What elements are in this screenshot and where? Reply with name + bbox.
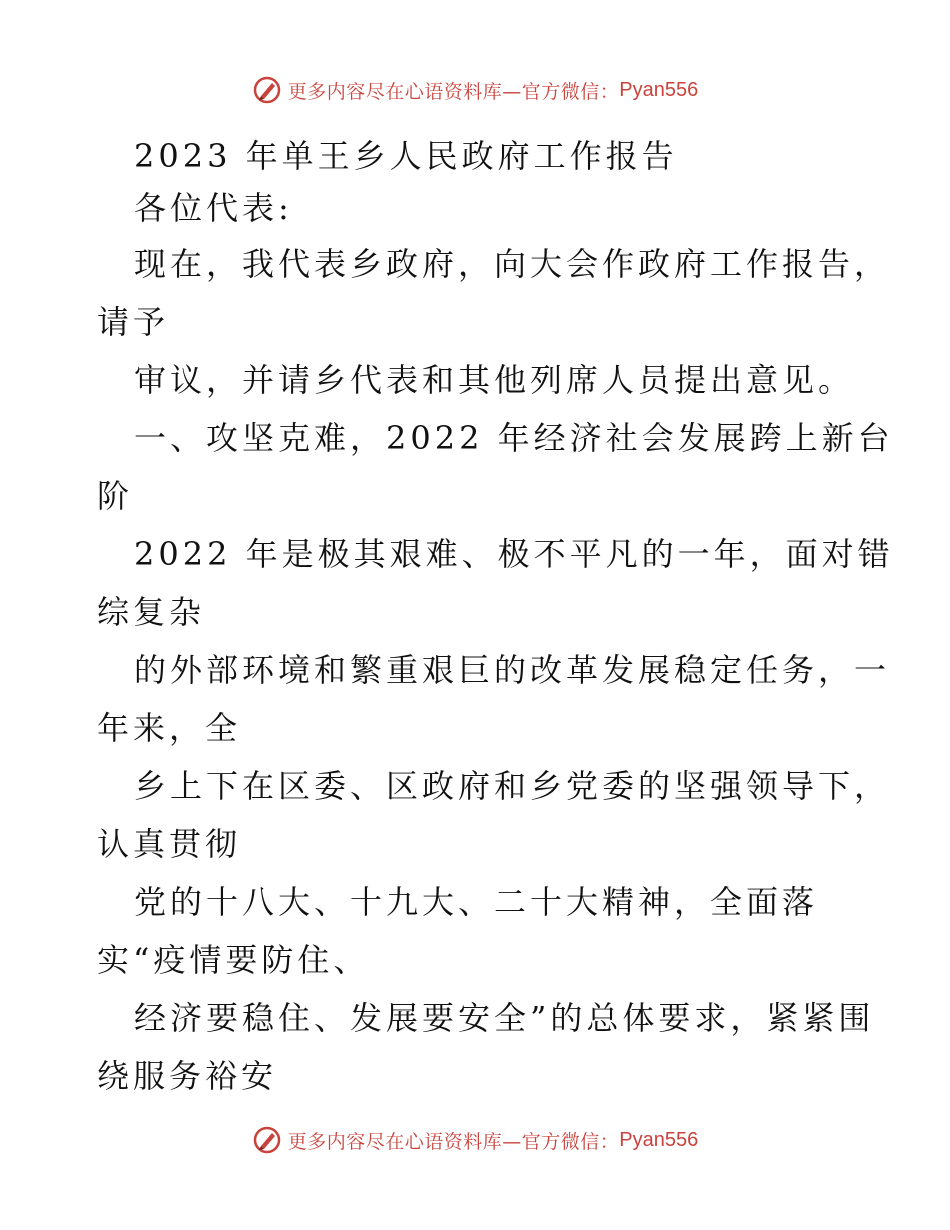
text-line: 年来，全 (97, 709, 242, 747)
section-heading: 一、攻坚克难，2022 年经济社会发展跨上新台 (134, 419, 894, 457)
footer-banner (0, 1122, 950, 1158)
wechat-id: Pyan556 (619, 1128, 699, 1151)
text-line: 乡上下在区委、区政府和乡党委的坚强领导下， (134, 767, 891, 805)
header-banner (0, 72, 950, 108)
salutation: 各位代表: (134, 189, 293, 227)
text-line: 综复杂 (97, 593, 206, 631)
text-line: 经济要稳住、发展要安全”的总体要求，紧紧围 (134, 999, 875, 1037)
text-line: 党的十八大、十九大、二十大精神，全面落 (134, 883, 819, 921)
text-line: 现在，我代表乡政府，向大会作政府工作报告， (134, 245, 891, 283)
banner-separator: —官方微信： (502, 80, 620, 103)
text-line: 认真贯彻 (97, 825, 242, 863)
text-line: 的外部环境和繁重艰巨的改革发展稳定任务，一 (134, 651, 891, 689)
text-line: 2022 年是极其艰难、极不平凡的一年，面对错 (134, 535, 894, 573)
banner-text: 更多内容尽在心语资料库 (287, 80, 503, 103)
text-line: 请予 (97, 303, 170, 341)
text-line: 实“疫情要防住、 (97, 941, 370, 979)
banner-text: 更多内容尽在心语资料库 (287, 1130, 503, 1153)
pen-logo-icon (252, 1125, 282, 1155)
wechat-id: Pyan556 (619, 78, 699, 101)
section-heading-cont: 阶 (97, 477, 134, 515)
document-title: 2023 年单王乡人民政府工作报告 (134, 137, 678, 175)
text-line: 审议，并请乡代表和其他列席人员提出意见。 (134, 361, 855, 399)
banner-separator: —官方微信： (502, 1130, 620, 1153)
pen-logo-icon (252, 75, 282, 105)
text-line: 绕服务裕安 (97, 1057, 278, 1095)
